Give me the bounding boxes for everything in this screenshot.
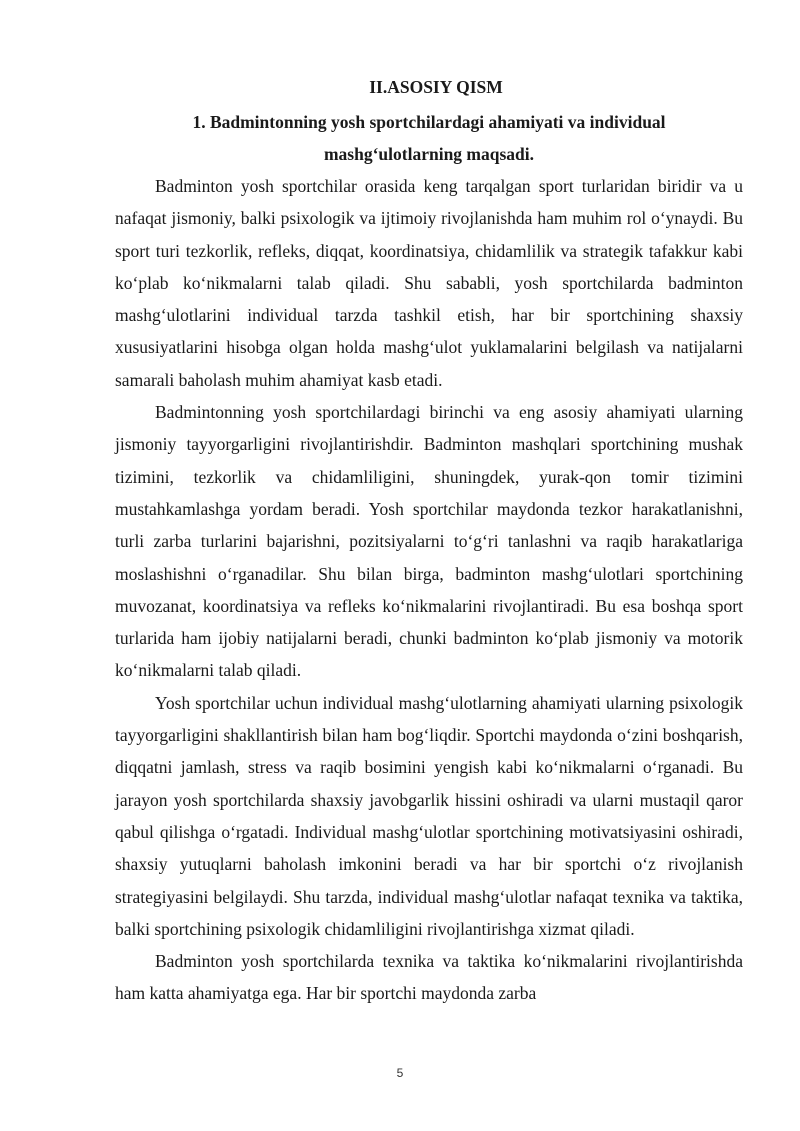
chapter-heading-line-1: 1. Badmintonning yosh sportchilardagi ahamiyati va individual [192,112,666,132]
page-content [115,75,743,1010]
page-number: 5 [396,1066,404,1080]
body-paragraph: Badmintonning yosh sportchilardagi birinchi va eng asosiy ahamiyati ularning jismoniy tayyorgarligini rivojlantirishdir. Badminton mashqlari sportchining mushak tizimini, tezkorlik va chidamliligini, shuningdek, yurak-qon tomir tizimini mustahkamlashga yordam beradi. Yosh sportchilar maydonda tezkor harakatlanishni, turli zarba turlarini bajarishni, pozitsiyalarni to‘g‘ri tanlashni va raqib harakatlariga moslashishni o‘rganadilar. Shu bilan birga, badminton mashg‘ulotlari sportchining muvozanat, koordinatsiya va refleks ko‘nikmalarini rivojlantiradi. Bu esa boshqa sport turlarida ham ijobiy natijalarni beradi, chunki badminton ko‘plab jismoniy va motorik ko‘nikmalarni talab qiladi. [115,402,743,681]
body-paragraph: Yosh sportchilar uchun individual mashg‘ulotlarning ahamiyati ularning psixologik tayyorgarligini shakllantirish bilan ham bog‘liqdir. Sportchi maydonda o‘zini boshqarish, diqqatni jamlash, stress va raqib bosimini yengish kabi ko‘nikmalarni o‘rganadi. Bu jarayon yosh sportchilarda shaxsiy javobgarlik hissini oshiradi va ularni mustaqil qaror qabul qilishga o‘rgatadi. Individual mashg‘ulotlar sportchining motivatsiyasini oshiradi, shaxsiy yutuqlarni baholash imkonini beradi va har bir sportchi o‘z rivojlanish strategiyasini belgilaydi. Shu tarzda, individual mashg‘ulotlar nafaqat texnika va taktika, balki sportchining psixologik chidamliligini rivojlantirishga xizmat qiladi. [115,692,743,939]
chapter-heading [115,106,743,170]
chapter-heading-line-2: mashg‘ulotlarning maqsadi. [323,144,535,164]
section-title: II.ASOSIY QISM [369,77,503,97]
body-paragraph: Badminton yosh sportchilar orasida keng tarqalgan sport turlaridan biridir va u nafaqat jismoniy, balki psixologik va ijtimoiy rivojlanishda ham muhim rol o‘ynaydi. Bu sport turi tezkorlik, refleks, diqqat, koordinatsiya, chidamlilik va strategik tafakkur kabi ko‘plab ko‘nikmalarni talab qiladi. Shu sababli, yosh sportchilarda badminton mashg‘ulotlarini individual tarzda tashkil etish, har bir sportchining shaxsiy xususiyatlarini hisobga olgan holda mashg‘ulot yuklamalarini belgilash va natijalarni samarali baholash muhim ahamiyat kasb etadi. [115,176,743,390]
body-paragraph: Badminton yosh sportchilarda texnika va taktika ko‘nikmalarini rivojlantirishda ham katta ahamiyatga ega. Har bir sportchi maydonda zarba [115,951,743,1004]
